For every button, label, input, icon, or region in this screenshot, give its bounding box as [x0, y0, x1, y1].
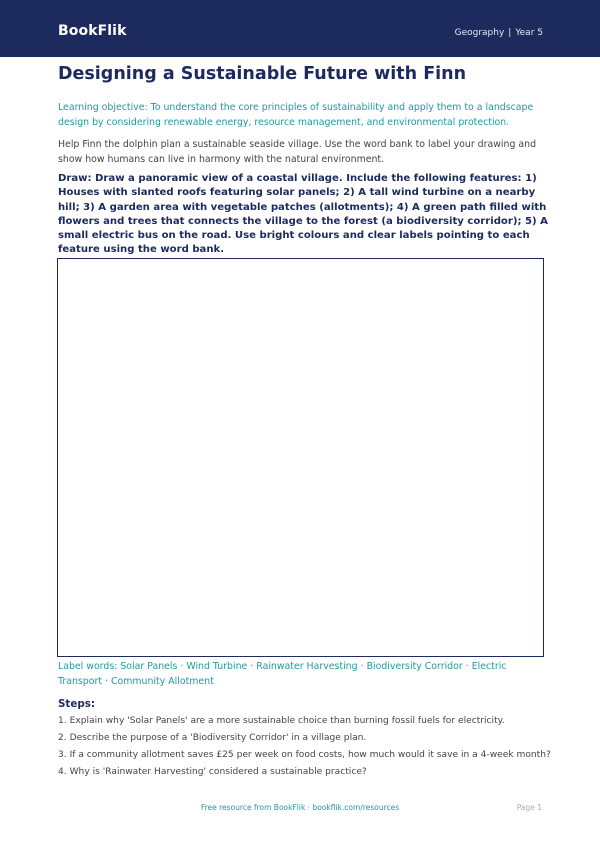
- draw-instructions: Draw: Draw a panoramic view of a coastal village. Include the following features: 1) Houses with slanted roofs featuring solar panels; 2) A tall wind turbine on a nearby hill; 3) A garden area with vegetable patches (allotments); 4) A green path filled with flowers and trees that connects the village to the forest (a biodiversity corridor); 5) A small electric bus on the road. Use bright colours and clear labels pointing to each feature using the word bank.: [58, 173, 548, 256]
- year-label: Year 5: [515, 28, 543, 38]
- drawing-area[interactable]: [57, 258, 544, 657]
- word-separator: ·: [465, 661, 469, 672]
- step-item: 3. If a community allotment saves £25 per week on food costs, how much would it save in a 4-week month?: [58, 750, 551, 760]
- header-meta: [455, 28, 543, 38]
- steps-list: [58, 715, 558, 783]
- page-number: Page 1: [516, 803, 542, 812]
- word-bank-prefix: Label words:: [58, 661, 118, 672]
- word-bank-item: Rainwater Harvesting: [256, 661, 358, 672]
- brand-logo[interactable]: BookFlik: [58, 23, 127, 39]
- subject-label: Geography: [454, 28, 505, 38]
- step-item: 2. Describe the purpose of a 'Biodiversity Corridor' in a village plan.: [58, 733, 367, 743]
- step-item: 1. Explain why 'Solar Panels' are a more sustainable choice than burning fossil fuels for electricity.: [58, 716, 505, 726]
- meta-separator: |: [508, 28, 512, 38]
- word-bank-item: Biodiversity Corridor: [366, 661, 463, 672]
- intro-text: Help Finn the dolphin plan a sustainable seaside village. Use the word bank to label your drawing and show how humans can live in harmony with the natural environment.: [58, 139, 537, 165]
- word-separator: ·: [250, 661, 254, 672]
- word-separator: ·: [360, 661, 364, 672]
- word-separator: ·: [105, 675, 108, 687]
- word-bank: [58, 660, 548, 689]
- learning-objective: Learning objective: To understand the core principles of sustainability and apply them to a landscape design by considering renewable energy, resource management, and environmental protection.: [58, 102, 534, 128]
- word-bank-item: Wind Turbine: [186, 661, 248, 672]
- footer-link[interactable]: Free resource from BookFlik · bookflik.com/resources: [200, 803, 400, 812]
- word-bank-item: Electric Transport: [58, 661, 507, 687]
- page-title: Designing a Sustainable Future with Finn: [58, 64, 467, 84]
- word-bank-item: Community Allotment: [110, 675, 214, 687]
- word-bank-item: Solar Panels: [120, 661, 178, 672]
- header-bar: [0, 0, 600, 57]
- steps-heading: Steps:: [58, 698, 95, 710]
- step-item: 4. Why is 'Rainwater Harvesting' considered a sustainable practice?: [58, 767, 367, 777]
- word-separator: ·: [180, 661, 184, 672]
